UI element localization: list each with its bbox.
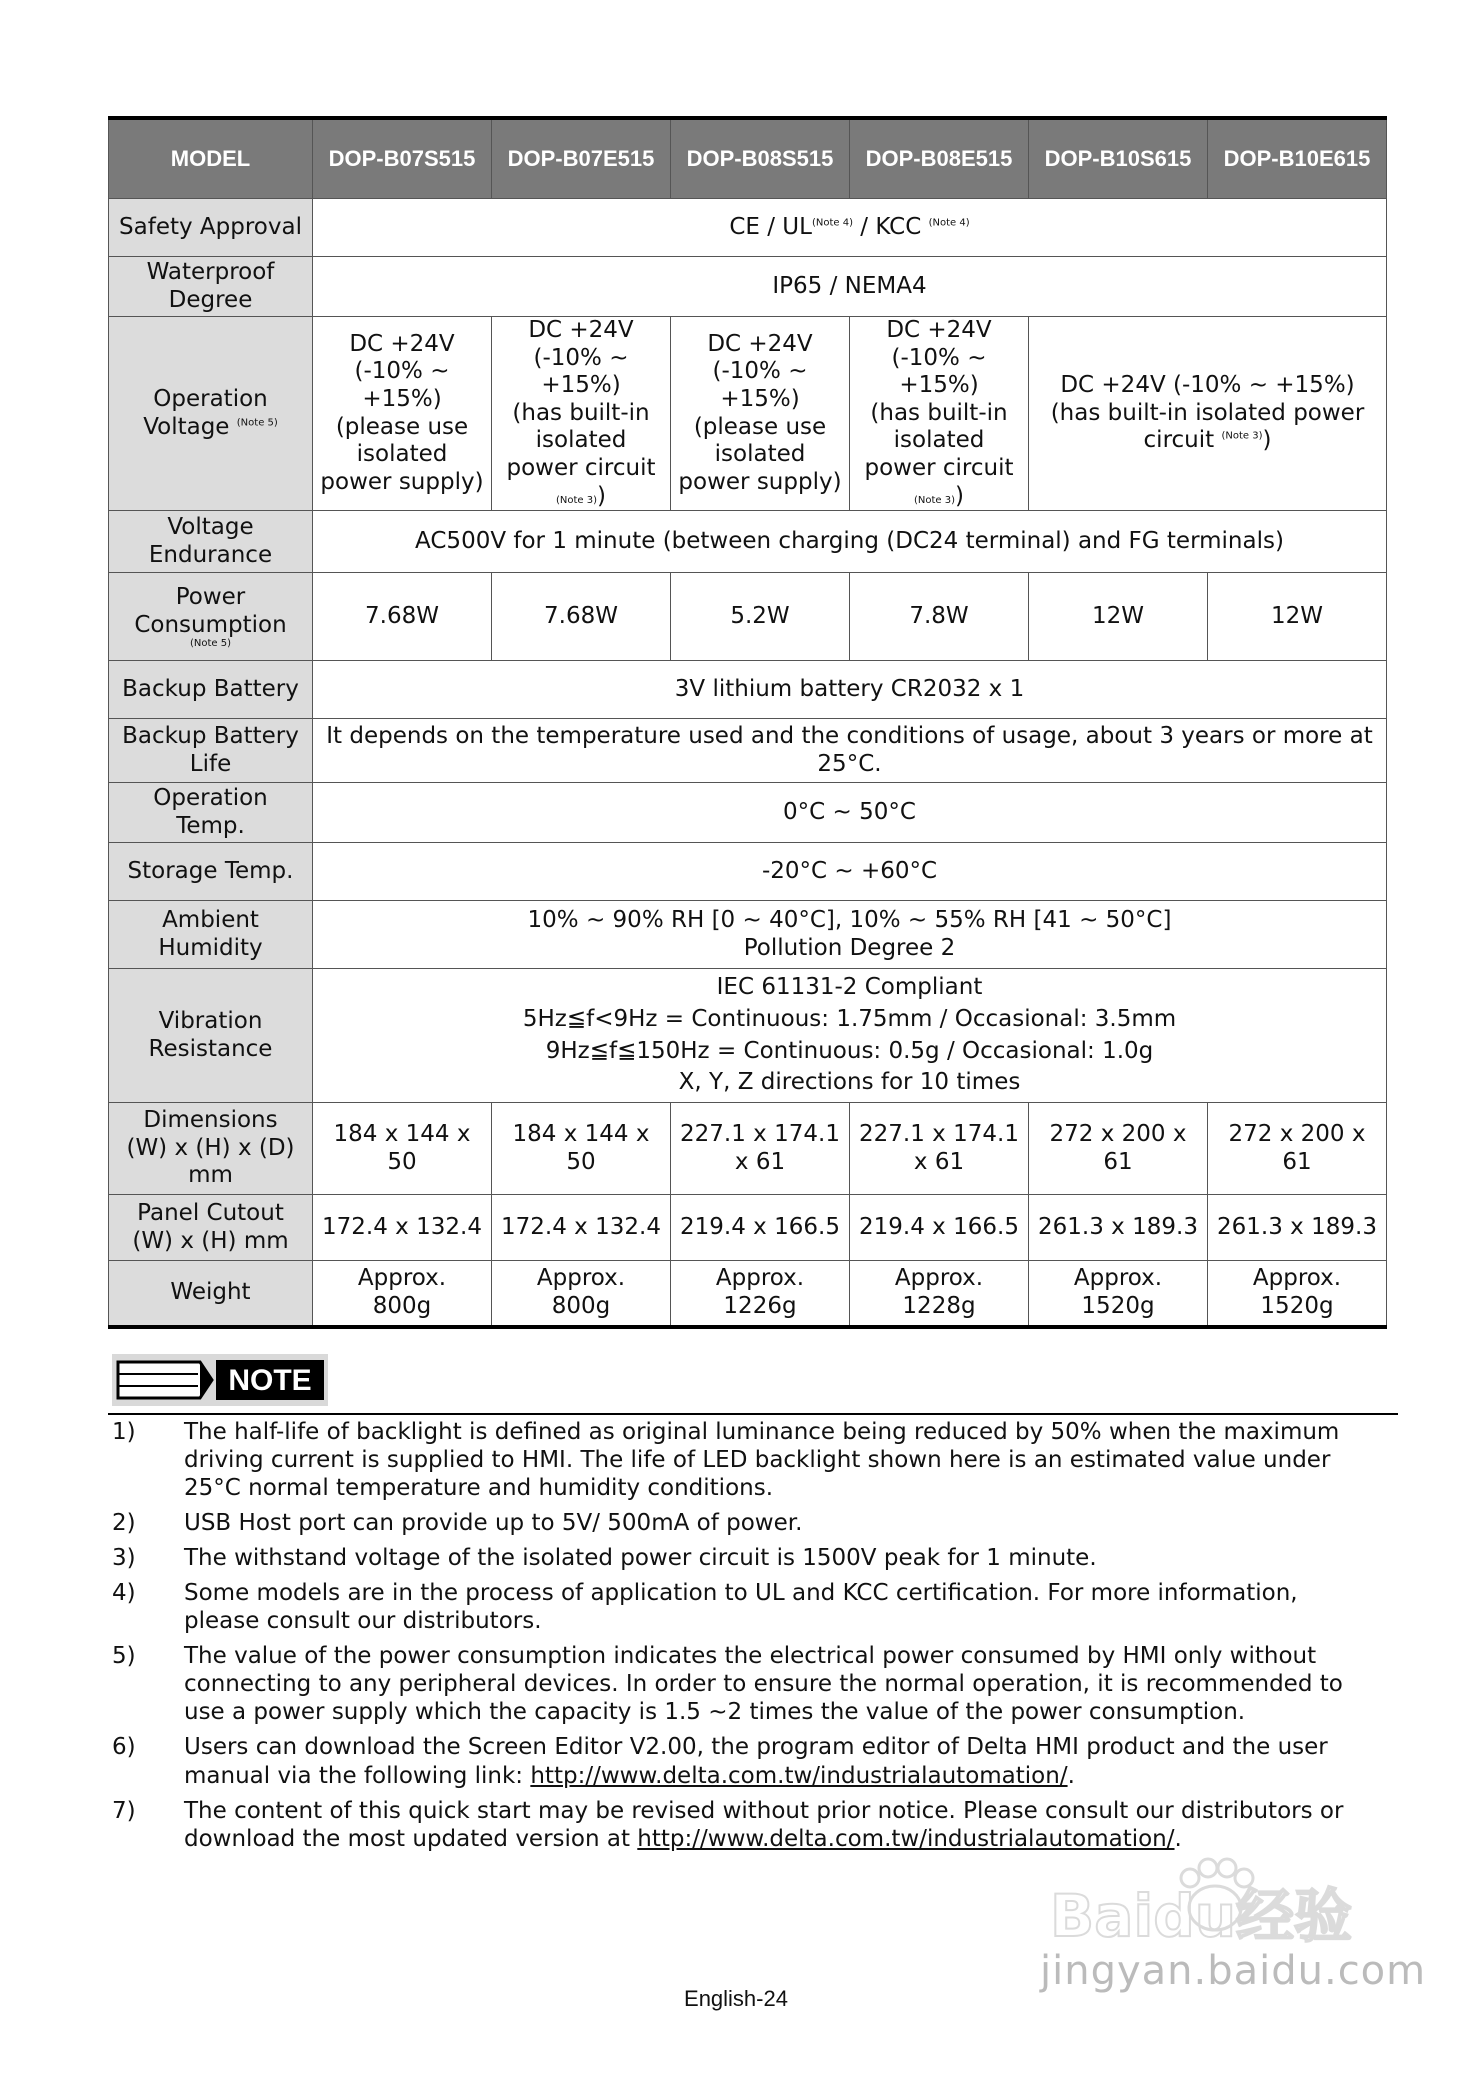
row-waterproof: [109, 257, 1387, 317]
note-item-4: [112, 1579, 1352, 1635]
note-text-7: The content of this quick start may be revised without prior notice. Please consult our distributors or download the most updated version at: [184, 1797, 1344, 1852]
label-battery: Backup Battery: [109, 661, 313, 719]
weight-1: [313, 1261, 492, 1327]
label-battery-life-1: Backup Battery: [122, 723, 299, 750]
note-num-3: 3): [112, 1545, 136, 1572]
dim-5-b: 61: [1103, 1148, 1133, 1175]
v-e2-note: (Note 3): [914, 494, 956, 506]
cutout-6: 261.3 x 189.3: [1208, 1195, 1387, 1261]
dim-6-a: 272 x 200 x: [1228, 1121, 1366, 1148]
safety-ce-ul: CE / UL: [729, 213, 812, 240]
value-safety: [313, 199, 1387, 257]
note-text-3: The withstand voltage of the isolated power circuit is 1500V peak for 1 minute.: [184, 1545, 1097, 1572]
row-vibration: [109, 969, 1387, 1103]
label-dimensions: [109, 1103, 313, 1195]
label-op-temp: [109, 783, 313, 843]
dim-5-a: 272 x 200 x: [1049, 1121, 1187, 1148]
row-voltage: [109, 317, 1387, 511]
note-label: NOTE: [228, 1364, 312, 1397]
label-voltage-1: Operation: [153, 385, 268, 412]
row-storage-temp: [109, 843, 1387, 901]
label-op-temp-2: Temp.: [176, 812, 245, 839]
note-item-3: [112, 1544, 1352, 1572]
label-vibration-2: Resistance: [148, 1035, 273, 1062]
weight-3: [671, 1261, 850, 1327]
cutout-4: 219.4 x 166.5: [850, 1195, 1029, 1261]
note-num-5: 5): [112, 1643, 136, 1670]
weight-2-b: 800g: [551, 1292, 611, 1319]
row-cutout: [109, 1195, 1387, 1261]
label-vibration: [109, 969, 313, 1103]
label-power-note: (Note 5): [189, 638, 231, 650]
label-cutout: [109, 1195, 313, 1261]
battery-life-line-1: It depends on the temperature used and the conditions of usage, about 3 years or more at: [326, 723, 1373, 750]
dim-6: [1208, 1103, 1387, 1195]
v-s2-l3: (please use: [693, 413, 827, 440]
cutout-2: 172.4 x 132.4: [492, 1195, 671, 1261]
cutout-3: 219.4 x 166.5: [671, 1195, 850, 1261]
label-weight: Weight: [109, 1261, 313, 1327]
row-humidity: [109, 901, 1387, 969]
model-col-3: DOP-B08S515: [671, 118, 850, 199]
v-e1-l5: power circuit: [506, 454, 656, 481]
note-item-7: [112, 1797, 1352, 1853]
note-tail-6: .: [1067, 1762, 1075, 1789]
header-row: [109, 118, 1387, 199]
safety-note-kcc: (Note 4): [928, 217, 970, 229]
label-cutout-2: (W) x (H) mm: [132, 1227, 289, 1254]
model-col-5: DOP-B10S615: [1029, 118, 1208, 199]
humidity-line-1: 10% ~ 90% RH [0 ~ 40°C], 10% ~ 55% RH [41 ~ 50°C]: [527, 907, 1172, 934]
v-s2-l4: isolated: [714, 441, 806, 468]
label-endurance-2: Endurance: [148, 541, 273, 568]
dim-2: [492, 1103, 671, 1195]
power-4: 7.8W: [850, 573, 1029, 661]
note-num-7: 7): [112, 1797, 136, 1824]
row-op-temp: [109, 783, 1387, 843]
note-text-4: Some models are in the process of application to UL and KCC certification. For more information, please consult our distributors.: [184, 1580, 1298, 1635]
label-power: [109, 573, 313, 661]
dim-6-b: 61: [1282, 1148, 1312, 1175]
label-voltage-note: (Note 5): [236, 416, 278, 428]
v-s2-l1: DC +24V: [707, 330, 813, 357]
battery-life-line-2: 25°C.: [817, 750, 882, 777]
model-col-2: DOP-B07E515: [492, 118, 671, 199]
cutout-5: 261.3 x 189.3: [1029, 1195, 1208, 1261]
voltage-b08e: [850, 317, 1029, 511]
label-endurance: [109, 511, 313, 573]
weight-3-a: Approx.: [715, 1265, 805, 1292]
v-s1-l1: DC +24V: [349, 330, 455, 357]
voltage-b07e: [492, 317, 671, 511]
power-1: 7.68W: [313, 573, 492, 661]
label-voltage-2: Voltage: [143, 413, 230, 440]
label-humidity-1: Ambient: [162, 907, 259, 934]
row-weight: [109, 1261, 1387, 1327]
dim-5: [1029, 1103, 1208, 1195]
v-b10-l2: (has built-in isolated power: [1050, 399, 1365, 426]
label-vibration-1: Vibration: [158, 1008, 263, 1035]
v-e2-l2: (-10% ~ +15%): [891, 344, 987, 399]
dim-4: [850, 1103, 1029, 1195]
power-2: 7.68W: [492, 573, 671, 661]
vibration-line-1: IEC 61131-2 Compliant: [716, 974, 983, 1001]
v-s1-l5: power supply): [320, 468, 484, 495]
voltage-b08s: [671, 317, 850, 511]
spec-table: [108, 116, 1387, 1329]
label-dimensions-2: (W) x (H) x (D): [126, 1134, 295, 1161]
watermark-main: Baidu经验: [1050, 1882, 1353, 1950]
v-b10-close: ): [1262, 427, 1272, 454]
humidity-line-2: Pollution Degree 2: [743, 934, 956, 961]
label-humidity-2: Humidity: [158, 934, 263, 961]
v-s2-l2: (-10% ~ +15%): [712, 358, 808, 412]
note-header: [112, 1354, 328, 1406]
weight-4-b: 1228g: [902, 1292, 976, 1319]
weight-2: [492, 1261, 671, 1327]
v-e1-close: ): [597, 482, 606, 509]
note-tail-7: .: [1174, 1825, 1182, 1852]
value-waterproof: IP65 / NEMA4: [313, 257, 1387, 317]
weight-6-a: Approx.: [1252, 1265, 1342, 1292]
safety-note-ul: (Note 4): [811, 217, 853, 229]
dim-4-a: 227.1 x 174.1: [859, 1121, 1019, 1148]
weight-5-b: 1520g: [1081, 1292, 1155, 1319]
cutout-1: 172.4 x 132.4: [313, 1195, 492, 1261]
note-text-2: USB Host port can provide up to 5V/ 500mA of power.: [184, 1510, 803, 1537]
note-num-2: 2): [112, 1510, 136, 1537]
dim-3-b: x 61: [734, 1148, 786, 1175]
weight-1-b: 800g: [372, 1292, 432, 1319]
note-num-1: 1): [112, 1419, 136, 1445]
label-safety: Safety Approval: [109, 199, 313, 257]
label-dimensions-3: mm: [188, 1162, 233, 1189]
row-safety: [109, 199, 1387, 257]
v-e1-l4: isolated: [535, 427, 627, 454]
weight-4-a: Approx.: [894, 1265, 984, 1292]
safety-kcc: / KCC: [852, 213, 922, 240]
note-item-5: [112, 1642, 1352, 1726]
weight-5-a: Approx.: [1073, 1265, 1163, 1292]
dim-4-b: x 61: [913, 1148, 965, 1175]
note-num-4: 4): [112, 1580, 136, 1607]
value-battery: 3V lithium battery CR2032 x 1: [313, 661, 1387, 719]
dim-1: [313, 1103, 492, 1195]
value-op-temp: 0°C ~ 50°C: [313, 783, 1387, 843]
value-battery-life: [313, 719, 1387, 783]
power-5: 12W: [1029, 573, 1208, 661]
note-text-5: The value of the power consumption indicates the electrical power consumed by HMI only without connecting to any peripheral devices. In order to ensure the normal operation, it is recommended to use a power supply which the capacity is 1.5 ~2 times the value of the power consumption.: [184, 1643, 1343, 1726]
label-waterproof: [109, 257, 313, 317]
label-op-temp-1: Operation: [153, 785, 268, 812]
row-battery: [109, 661, 1387, 719]
label-power-1: Power: [175, 584, 246, 611]
note-text-6: Users can download the Screen Editor V2.00, the program editor of Delta HMI product and the user manual via the following link:: [184, 1734, 1328, 1789]
label-voltage: [109, 317, 313, 511]
weight-4: [850, 1261, 1029, 1327]
row-endurance: [109, 511, 1387, 573]
v-s2-l5: power supply): [678, 468, 842, 495]
note-divider: [108, 1413, 1398, 1415]
v-e1-l2: (-10% ~ +15%): [533, 344, 629, 399]
weight-5: [1029, 1261, 1208, 1327]
weight-2-a: Approx.: [536, 1265, 626, 1292]
vibration-line-4: X, Y, Z directions for 10 times: [678, 1069, 1021, 1096]
v-e2-l5: power circuit: [864, 454, 1014, 481]
model-header: MODEL: [109, 118, 313, 199]
dim-2-a: 184 x 144 x: [512, 1121, 650, 1148]
vibration-line-2: 5Hz≦f<9Hz = Continuous: 1.75mm / Occasional: 3.5mm: [522, 1005, 1177, 1032]
label-humidity: [109, 901, 313, 969]
v-e1-note: (Note 3): [556, 494, 598, 506]
note-num-6: 6): [112, 1734, 136, 1761]
row-dimensions: [109, 1103, 1387, 1195]
weight-3-b: 1226g: [723, 1292, 797, 1319]
dim-3: [671, 1103, 850, 1195]
dim-1-b: 50: [387, 1148, 417, 1175]
v-b10-note: (Note 3): [1221, 430, 1263, 442]
power-3: 5.2W: [671, 573, 850, 661]
v-e1-l1: DC +24V: [528, 317, 634, 343]
v-s1-l3: (please use: [335, 413, 469, 440]
note-item-2: [112, 1509, 1352, 1537]
note-item-6: [112, 1733, 1352, 1789]
dim-3-a: 227.1 x 174.1: [680, 1121, 840, 1148]
v-b10-l3: circuit: [1143, 427, 1215, 454]
label-dimensions-1: Dimensions: [143, 1107, 278, 1134]
label-endurance-1: Voltage: [167, 514, 254, 541]
v-e2-close: ): [955, 482, 964, 509]
note-text-1: The half-life of backlight is defined as original luminance being reduced by 50% when the maximum driving current is supplied to HMI. The life of LED backlight shown here is an estimated value under 25°C normal temperature and humidity conditions.: [184, 1419, 1340, 1502]
weight-1-a: Approx.: [357, 1265, 447, 1292]
label-waterproof-2: Degree: [168, 286, 253, 313]
v-e1-l3: (has built-in: [512, 399, 650, 426]
label-battery-life: [109, 719, 313, 783]
label-cutout-1: Panel Cutout: [137, 1200, 284, 1227]
watermark-sub: jingyan.baidu.com: [1040, 1948, 1427, 1994]
label-power-2: Consumption: [134, 611, 287, 638]
value-storage-temp: -20°C ~ +60°C: [313, 843, 1387, 901]
model-col-4: DOP-B08E515: [850, 118, 1029, 199]
value-endurance: AC500V for 1 minute (between charging (DC24 terminal) and FG terminals): [313, 511, 1387, 573]
v-s1-l2: (-10% ~ +15%): [354, 358, 450, 412]
v-e2-l3: (has built-in: [870, 399, 1008, 426]
row-power: [109, 573, 1387, 661]
value-humidity: [313, 901, 1387, 969]
download-link-1[interactable]: http://www.delta.com.tw/industrialautomation/: [530, 1762, 1068, 1789]
v-s1-l4: isolated: [356, 441, 448, 468]
vibration-line-3: 9Hz≦f≦150Hz = Continuous: 0.5g / Occasional: 1.0g: [545, 1037, 1154, 1064]
value-vibration: [313, 969, 1387, 1103]
model-col-1: DOP-B07S515: [313, 118, 492, 199]
pencil-icon: [118, 1362, 212, 1398]
label-storage-temp: Storage Temp.: [109, 843, 313, 901]
voltage-b10: [1029, 317, 1387, 511]
dim-2-b: 50: [566, 1148, 596, 1175]
dim-1-a: 184 x 144 x: [333, 1121, 471, 1148]
v-e2-l4: isolated: [893, 427, 985, 454]
voltage-b07s: [313, 317, 492, 511]
v-b10-l1: DC +24V (-10% ~ +15%): [1060, 372, 1355, 399]
download-link-2[interactable]: http://www.delta.com.tw/industrialautomation/: [637, 1825, 1175, 1852]
page-footer: English-24: [684, 1986, 788, 2011]
v-e2-l1: DC +24V: [886, 317, 992, 343]
label-battery-life-2: Life: [189, 750, 232, 777]
note-item-1: [112, 1418, 1352, 1502]
model-col-6: DOP-B10E615: [1208, 118, 1387, 199]
row-battery-life: [109, 719, 1387, 783]
label-waterproof-1: Waterproof: [146, 258, 275, 285]
weight-6: [1208, 1261, 1387, 1327]
weight-6-b: 1520g: [1260, 1292, 1334, 1319]
power-6: 12W: [1208, 573, 1387, 661]
notes-list: [112, 1418, 1352, 1860]
